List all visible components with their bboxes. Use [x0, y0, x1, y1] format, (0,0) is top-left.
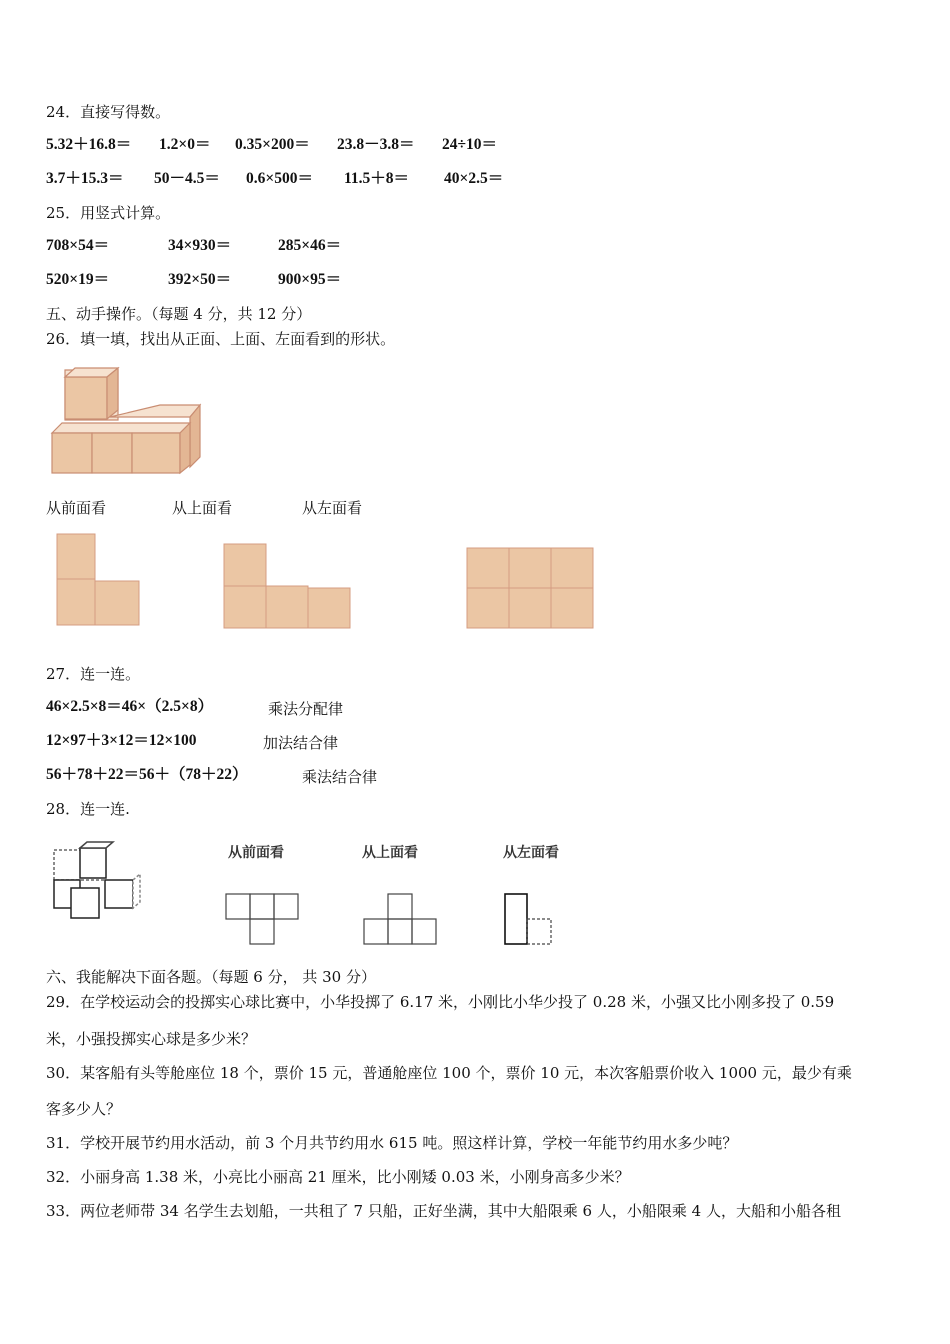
q24-item: 5.32＋16.8＝	[46, 136, 132, 153]
q25-item: 708×54＝	[46, 237, 110, 254]
q26-view-shapes	[40, 525, 620, 635]
q24-title: 24．直接写得数。	[46, 103, 171, 121]
q30-line2: 客多少人？	[46, 1100, 122, 1118]
q25-item: 34×930＝	[168, 237, 232, 254]
q25-item: 900×95＝	[278, 271, 342, 288]
q27-title: 27．连一连。	[46, 665, 141, 683]
q27-left-item[interactable]: 46×2.5×8＝46×（2.5×8）	[46, 698, 214, 715]
q25-row1	[46, 237, 946, 255]
q28-cube-figure	[50, 840, 150, 920]
q24-item: 23.8－3.8＝	[337, 136, 415, 153]
q26-label-front: 从前面看	[46, 499, 107, 517]
q26-label-top: 从上面看	[172, 499, 233, 517]
q24-item: 40×2.5＝	[444, 170, 504, 187]
q28-label-top: 从上面看	[362, 845, 418, 861]
q24-item: 0.35×200＝	[235, 136, 310, 153]
q26-label-left: 从左面看	[302, 499, 363, 517]
q24-item: 24÷10＝	[442, 136, 498, 153]
q29-line1: 29．在学校运动会的投掷实心球比赛中，小华投掷了 6.17 米，小刚比小华少投了 0.28 米，小强又比小刚多投了 0.59	[46, 993, 835, 1011]
q27-right-item[interactable]: 乘法分配律	[268, 700, 344, 718]
q25-row2	[46, 271, 946, 289]
section5-heading: 五、动手操作。（每题 4 分，共 12 分）	[46, 305, 312, 323]
q25-title: 25．用竖式计算。	[46, 204, 171, 222]
q25-item: 285×46＝	[278, 237, 342, 254]
q27-right-item[interactable]: 加法结合律	[263, 734, 339, 752]
q26-cube-figure	[50, 365, 205, 477]
q27-left-item[interactable]: 56＋78＋22＝56＋（78＋22）	[46, 766, 248, 783]
q25-item: 392×50＝	[168, 271, 232, 288]
q28-label-left: 从左面看	[503, 845, 559, 861]
q31: 31．学校开展节约用水活动，前 3 个月共节约用水 615 吨。照这样计算，学校一年能节约用水多少吨？	[46, 1134, 738, 1152]
q26-title: 26．填一填，找出从正面、上面、左面看到的形状。	[46, 330, 396, 348]
q28-label-front: 从前面看	[228, 845, 284, 861]
q27-right-item[interactable]: 乘法结合律	[302, 768, 378, 786]
q24-item: 50－4.5＝	[154, 170, 220, 187]
q24-row2	[46, 170, 946, 188]
section6-heading: 六、我能解决下面各题。（每题 6 分， 共 30 分）	[46, 968, 376, 986]
q24-item: 11.5＋8＝	[344, 170, 410, 187]
q30-line1: 30．某客船有头等舱座位 18 个，票价 15 元，普通舱座位 100 个，票价 10 元，本次客船票价收入 1000 元，最少有乘	[46, 1064, 852, 1082]
q24-item: 1.2×0＝	[159, 136, 211, 153]
q28-title: 28．连一连.	[46, 800, 130, 818]
q25-item: 520×19＝	[46, 271, 110, 288]
q27-left-item[interactable]: 12×97＋3×12＝12×100	[46, 732, 197, 749]
q24-item: 3.7＋15.3＝	[46, 170, 124, 187]
q29-line2: 米，小强投掷实心球是多少米？	[46, 1030, 257, 1048]
q33: 33．两位老师带 34 名学生去划船，一共租了 7 只船，正好坐满，其中大船限乘 6 人，小船限乘 4 人，大船和小船各租	[46, 1202, 841, 1220]
q24-row1	[46, 136, 946, 154]
q28-view-shapes	[220, 888, 560, 950]
q24-item: 0.6×500＝	[246, 170, 313, 187]
q32: 32．小丽身高 1.38 米，小亮比小丽高 21 厘米，比小刚矮 0.03 米，小刚身高多少米？	[46, 1168, 630, 1186]
